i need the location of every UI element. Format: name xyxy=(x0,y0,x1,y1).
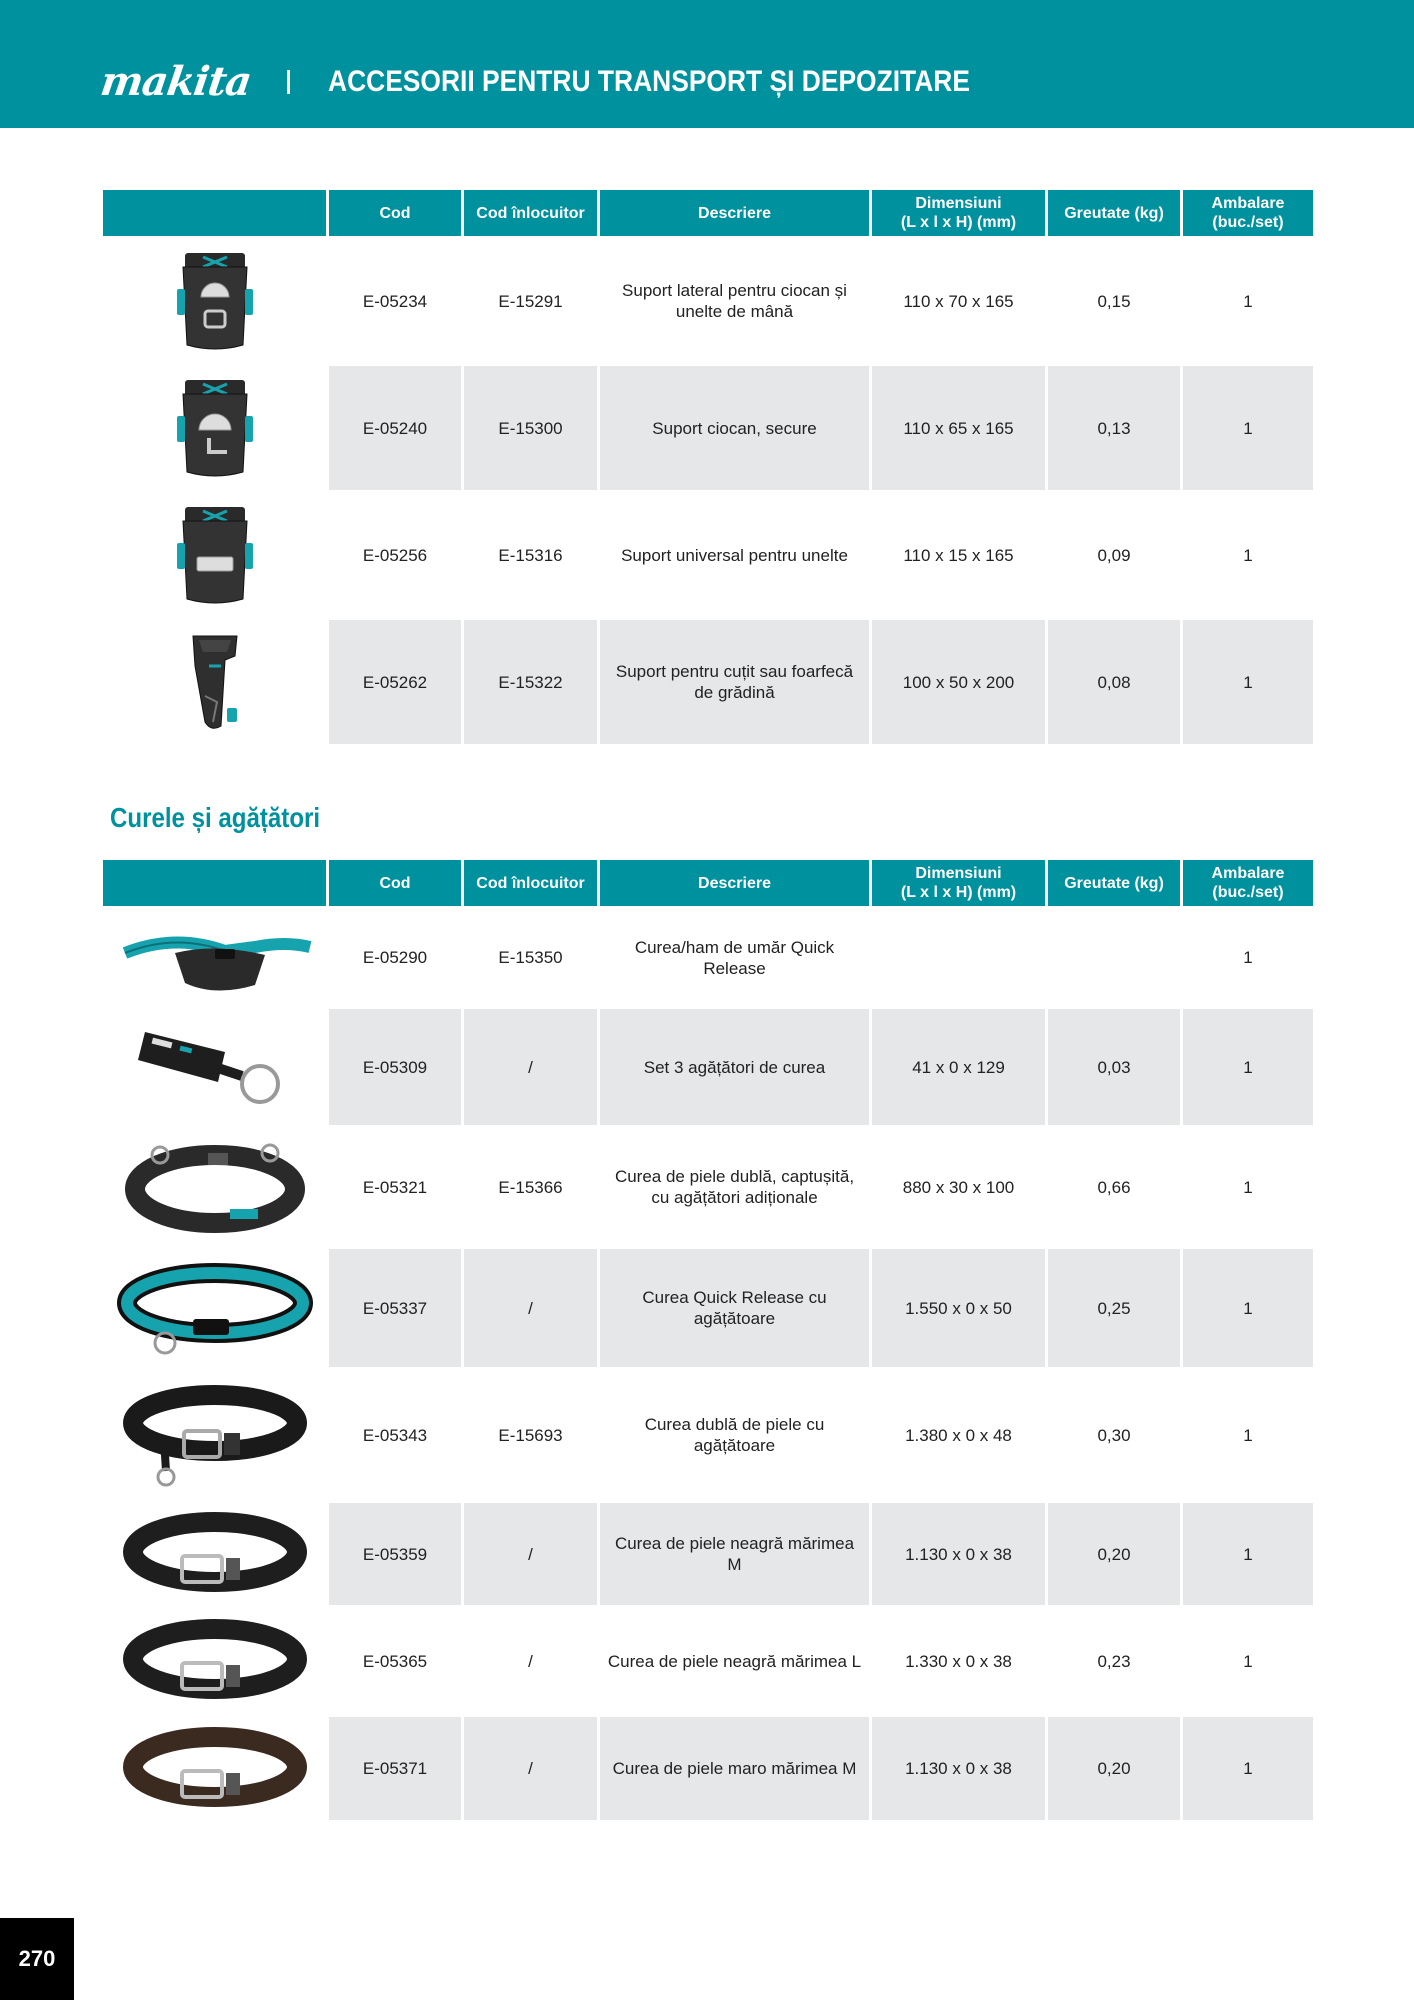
cell-greutate: 0,20 xyxy=(1045,1717,1180,1820)
cell-greutate: 0,23 xyxy=(1045,1608,1180,1714)
table-header xyxy=(103,190,1313,236)
col-cod-inlocuitor xyxy=(461,860,597,906)
col-cod xyxy=(326,860,461,906)
col-cod-label: Cod xyxy=(379,874,411,892)
cell-descriere: Suport ciocan, secure xyxy=(597,366,869,490)
cell-cod: E-05240 xyxy=(326,366,461,490)
col-greutate-label: Greutate (kg) xyxy=(1064,874,1164,892)
cell-cod: E-05359 xyxy=(326,1503,461,1605)
cell-cod-inlocuitor: / xyxy=(461,1503,597,1605)
cell-descriere: Curea dublă de piele cu agățătoare xyxy=(597,1370,869,1500)
cell-dimensiuni: 1.550 x 0 x 50 xyxy=(869,1249,1045,1367)
col-dimensiuni xyxy=(869,190,1045,236)
col-ambalare xyxy=(1180,190,1313,236)
cell-greutate: 0,13 xyxy=(1045,366,1180,490)
table-row xyxy=(103,1503,1313,1605)
cell-ambalare: 1 xyxy=(1180,366,1313,490)
col-cod-inlocuitor-label: Cod înlocuitor xyxy=(476,874,585,892)
cell-cod-inlocuitor: E-15300 xyxy=(461,366,597,490)
cell-cod: E-05256 xyxy=(326,493,461,617)
col-ambalare-label: Ambalare xyxy=(1211,195,1285,212)
hammer-holder-pouch-icon xyxy=(160,245,270,357)
product-image xyxy=(103,1249,326,1367)
product-image xyxy=(103,366,326,490)
cell-greutate: 0,03 xyxy=(1045,1009,1180,1125)
cell-dimensiuni: 880 x 30 x 100 xyxy=(869,1128,1045,1246)
belts-table xyxy=(103,860,1313,1820)
col-cod xyxy=(326,190,461,236)
padded-belt-icon xyxy=(120,1131,310,1243)
cell-ambalare: 1 xyxy=(1180,1717,1313,1820)
col-descriere xyxy=(597,190,869,236)
cell-cod-inlocuitor: / xyxy=(461,1249,597,1367)
cell-dimensiuni: 1.130 x 0 x 38 xyxy=(869,1717,1045,1820)
cell-ambalare: 1 xyxy=(1180,1249,1313,1367)
cell-dimensiuni: 100 x 50 x 200 xyxy=(869,620,1045,744)
table-row xyxy=(103,1608,1313,1714)
cell-cod: E-05290 xyxy=(326,909,461,1006)
cell-cod-inlocuitor: E-15291 xyxy=(461,239,597,363)
table-row xyxy=(103,1009,1313,1125)
brown-belt-m-icon xyxy=(120,1721,310,1817)
cell-cod-inlocuitor: / xyxy=(461,1717,597,1820)
table-row xyxy=(103,1717,1313,1820)
black-belt-m-icon xyxy=(120,1506,310,1602)
cell-ambalare: 1 xyxy=(1180,1370,1313,1500)
cell-greutate: 0,25 xyxy=(1045,1249,1180,1367)
table-row xyxy=(103,1370,1313,1500)
makita-logo: makita xyxy=(97,58,254,105)
cell-cod: E-05321 xyxy=(326,1128,461,1246)
cell-ambalare: 1 xyxy=(1180,493,1313,617)
cell-cod-inlocuitor: E-15366 xyxy=(461,1128,597,1246)
product-image xyxy=(103,1503,326,1605)
section-title: Curele și agățători xyxy=(110,802,321,833)
cell-cod-inlocuitor: E-15322 xyxy=(461,620,597,744)
table-row xyxy=(103,1249,1313,1367)
cell-descriere: Set 3 agățători de curea xyxy=(597,1009,869,1125)
col-dimensiuni xyxy=(869,860,1045,906)
product-image xyxy=(103,1717,326,1820)
page-title: ACCESORII PENTRU TRANSPORT ȘI DEPOZITARE xyxy=(328,65,970,98)
knife-holder-icon xyxy=(165,626,265,738)
col-dimensiuni-label: (L x l x H) (mm) xyxy=(900,884,1017,901)
cell-cod: E-05371 xyxy=(326,1717,461,1820)
cell-cod: E-05337 xyxy=(326,1249,461,1367)
cell-dimensiuni: 1.330 x 0 x 38 xyxy=(869,1608,1045,1714)
product-image xyxy=(103,1608,326,1714)
col-ambalare xyxy=(1180,860,1313,906)
col-cod-inlocuitor-label: Cod înlocuitor xyxy=(476,204,585,222)
col-dimensiuni-label: Dimensiuni xyxy=(915,195,1002,212)
cell-ambalare: 1 xyxy=(1180,1009,1313,1125)
holders-table xyxy=(103,190,1313,744)
product-image xyxy=(103,1009,326,1125)
cell-ambalare: 1 xyxy=(1180,1128,1313,1246)
table-header xyxy=(103,860,1313,906)
cell-descriere: Curea de piele neagră mărimea M xyxy=(597,1503,869,1605)
cell-cod: E-05234 xyxy=(326,239,461,363)
col-greutate-label: Greutate (kg) xyxy=(1064,204,1164,222)
cell-ambalare: 1 xyxy=(1180,1503,1313,1605)
cell-descriere: Suport pentru cuțit sau foarfecă de grădină xyxy=(597,620,869,744)
cell-greutate xyxy=(1045,909,1180,1006)
cell-descriere: Curea de piele maro mărimea M xyxy=(597,1717,869,1820)
col-ambalare-label: (buc./set) xyxy=(1212,884,1284,901)
shoulder-strap-icon xyxy=(115,913,315,1003)
col-cod-inlocuitor xyxy=(461,190,597,236)
col-greutate xyxy=(1045,860,1180,906)
cell-ambalare: 1 xyxy=(1180,1608,1313,1714)
cell-dimensiuni: 1.130 x 0 x 38 xyxy=(869,1503,1045,1605)
col-dimensiuni-label: Dimensiuni xyxy=(915,865,1002,882)
col-ambalare-label: (buc./set) xyxy=(1212,214,1284,231)
belt-loop-hanger-icon xyxy=(130,1012,300,1122)
table-row xyxy=(103,239,1313,363)
cell-dimensiuni: 41 x 0 x 129 xyxy=(869,1009,1045,1125)
universal-tool-holder-icon xyxy=(160,499,270,611)
hammer-hook-pouch-icon xyxy=(160,372,270,484)
cell-greutate: 0,15 xyxy=(1045,239,1180,363)
cell-descriere: Curea Quick Release cu agățătoare xyxy=(597,1249,869,1367)
product-image xyxy=(103,239,326,363)
table-row xyxy=(103,620,1313,744)
col-descriere-label: Descriere xyxy=(698,874,771,892)
product-image xyxy=(103,493,326,617)
cell-greutate: 0,66 xyxy=(1045,1128,1180,1246)
col-descriere xyxy=(597,860,869,906)
cell-greutate: 0,08 xyxy=(1045,620,1180,744)
product-image xyxy=(103,1370,326,1500)
cell-descriere: Curea de piele dublă, captușită, cu agățători adiționale xyxy=(597,1128,869,1246)
cell-cod-inlocuitor: / xyxy=(461,1009,597,1125)
cell-cod-inlocuitor: E-15693 xyxy=(461,1370,597,1500)
cell-ambalare: 1 xyxy=(1180,239,1313,363)
cell-dimensiuni: 110 x 65 x 165 xyxy=(869,366,1045,490)
quick-release-belt-icon xyxy=(115,1253,315,1363)
table-row xyxy=(103,366,1313,490)
col-cod-label: Cod xyxy=(379,204,411,222)
col-greutate xyxy=(1045,190,1180,236)
product-image xyxy=(103,620,326,744)
cell-descriere: Suport lateral pentru ciocan și unelte de mână xyxy=(597,239,869,363)
cell-cod-inlocuitor: / xyxy=(461,1608,597,1714)
cell-cod: E-05365 xyxy=(326,1608,461,1714)
cell-descriere: Suport universal pentru unelte xyxy=(597,493,869,617)
cell-ambalare: 1 xyxy=(1180,909,1313,1006)
page-number: 270 xyxy=(0,1918,74,2000)
cell-dimensiuni xyxy=(869,909,1045,1006)
table-row xyxy=(103,909,1313,1006)
product-image xyxy=(103,909,326,1006)
cell-cod: E-05343 xyxy=(326,1370,461,1500)
col-ambalare-label: Ambalare xyxy=(1211,865,1285,882)
cell-greutate: 0,20 xyxy=(1045,1503,1180,1605)
cell-ambalare: 1 xyxy=(1180,620,1313,744)
cell-greutate: 0,09 xyxy=(1045,493,1180,617)
product-image xyxy=(103,1128,326,1246)
col-descriere-label: Descriere xyxy=(698,204,771,222)
header-separator xyxy=(287,70,290,94)
cell-greutate: 0,30 xyxy=(1045,1370,1180,1500)
cell-cod-inlocuitor: E-15316 xyxy=(461,493,597,617)
table-row xyxy=(103,1128,1313,1246)
cell-cod: E-05262 xyxy=(326,620,461,744)
cell-descriere: Curea/ham de umăr Quick Release xyxy=(597,909,869,1006)
cell-dimensiuni: 110 x 70 x 165 xyxy=(869,239,1045,363)
black-belt-l-icon xyxy=(120,1613,310,1709)
cell-dimensiuni: 110 x 15 x 165 xyxy=(869,493,1045,617)
cell-dimensiuni: 1.380 x 0 x 48 xyxy=(869,1370,1045,1500)
cell-cod-inlocuitor: E-15350 xyxy=(461,909,597,1006)
double-leather-belt-icon xyxy=(120,1375,310,1495)
page-header xyxy=(0,0,1414,128)
cell-cod: E-05309 xyxy=(326,1009,461,1125)
col-dimensiuni-label: (L x l x H) (mm) xyxy=(900,214,1017,231)
table-row xyxy=(103,493,1313,617)
cell-descriere: Curea de piele neagră mărimea L xyxy=(597,1608,869,1714)
